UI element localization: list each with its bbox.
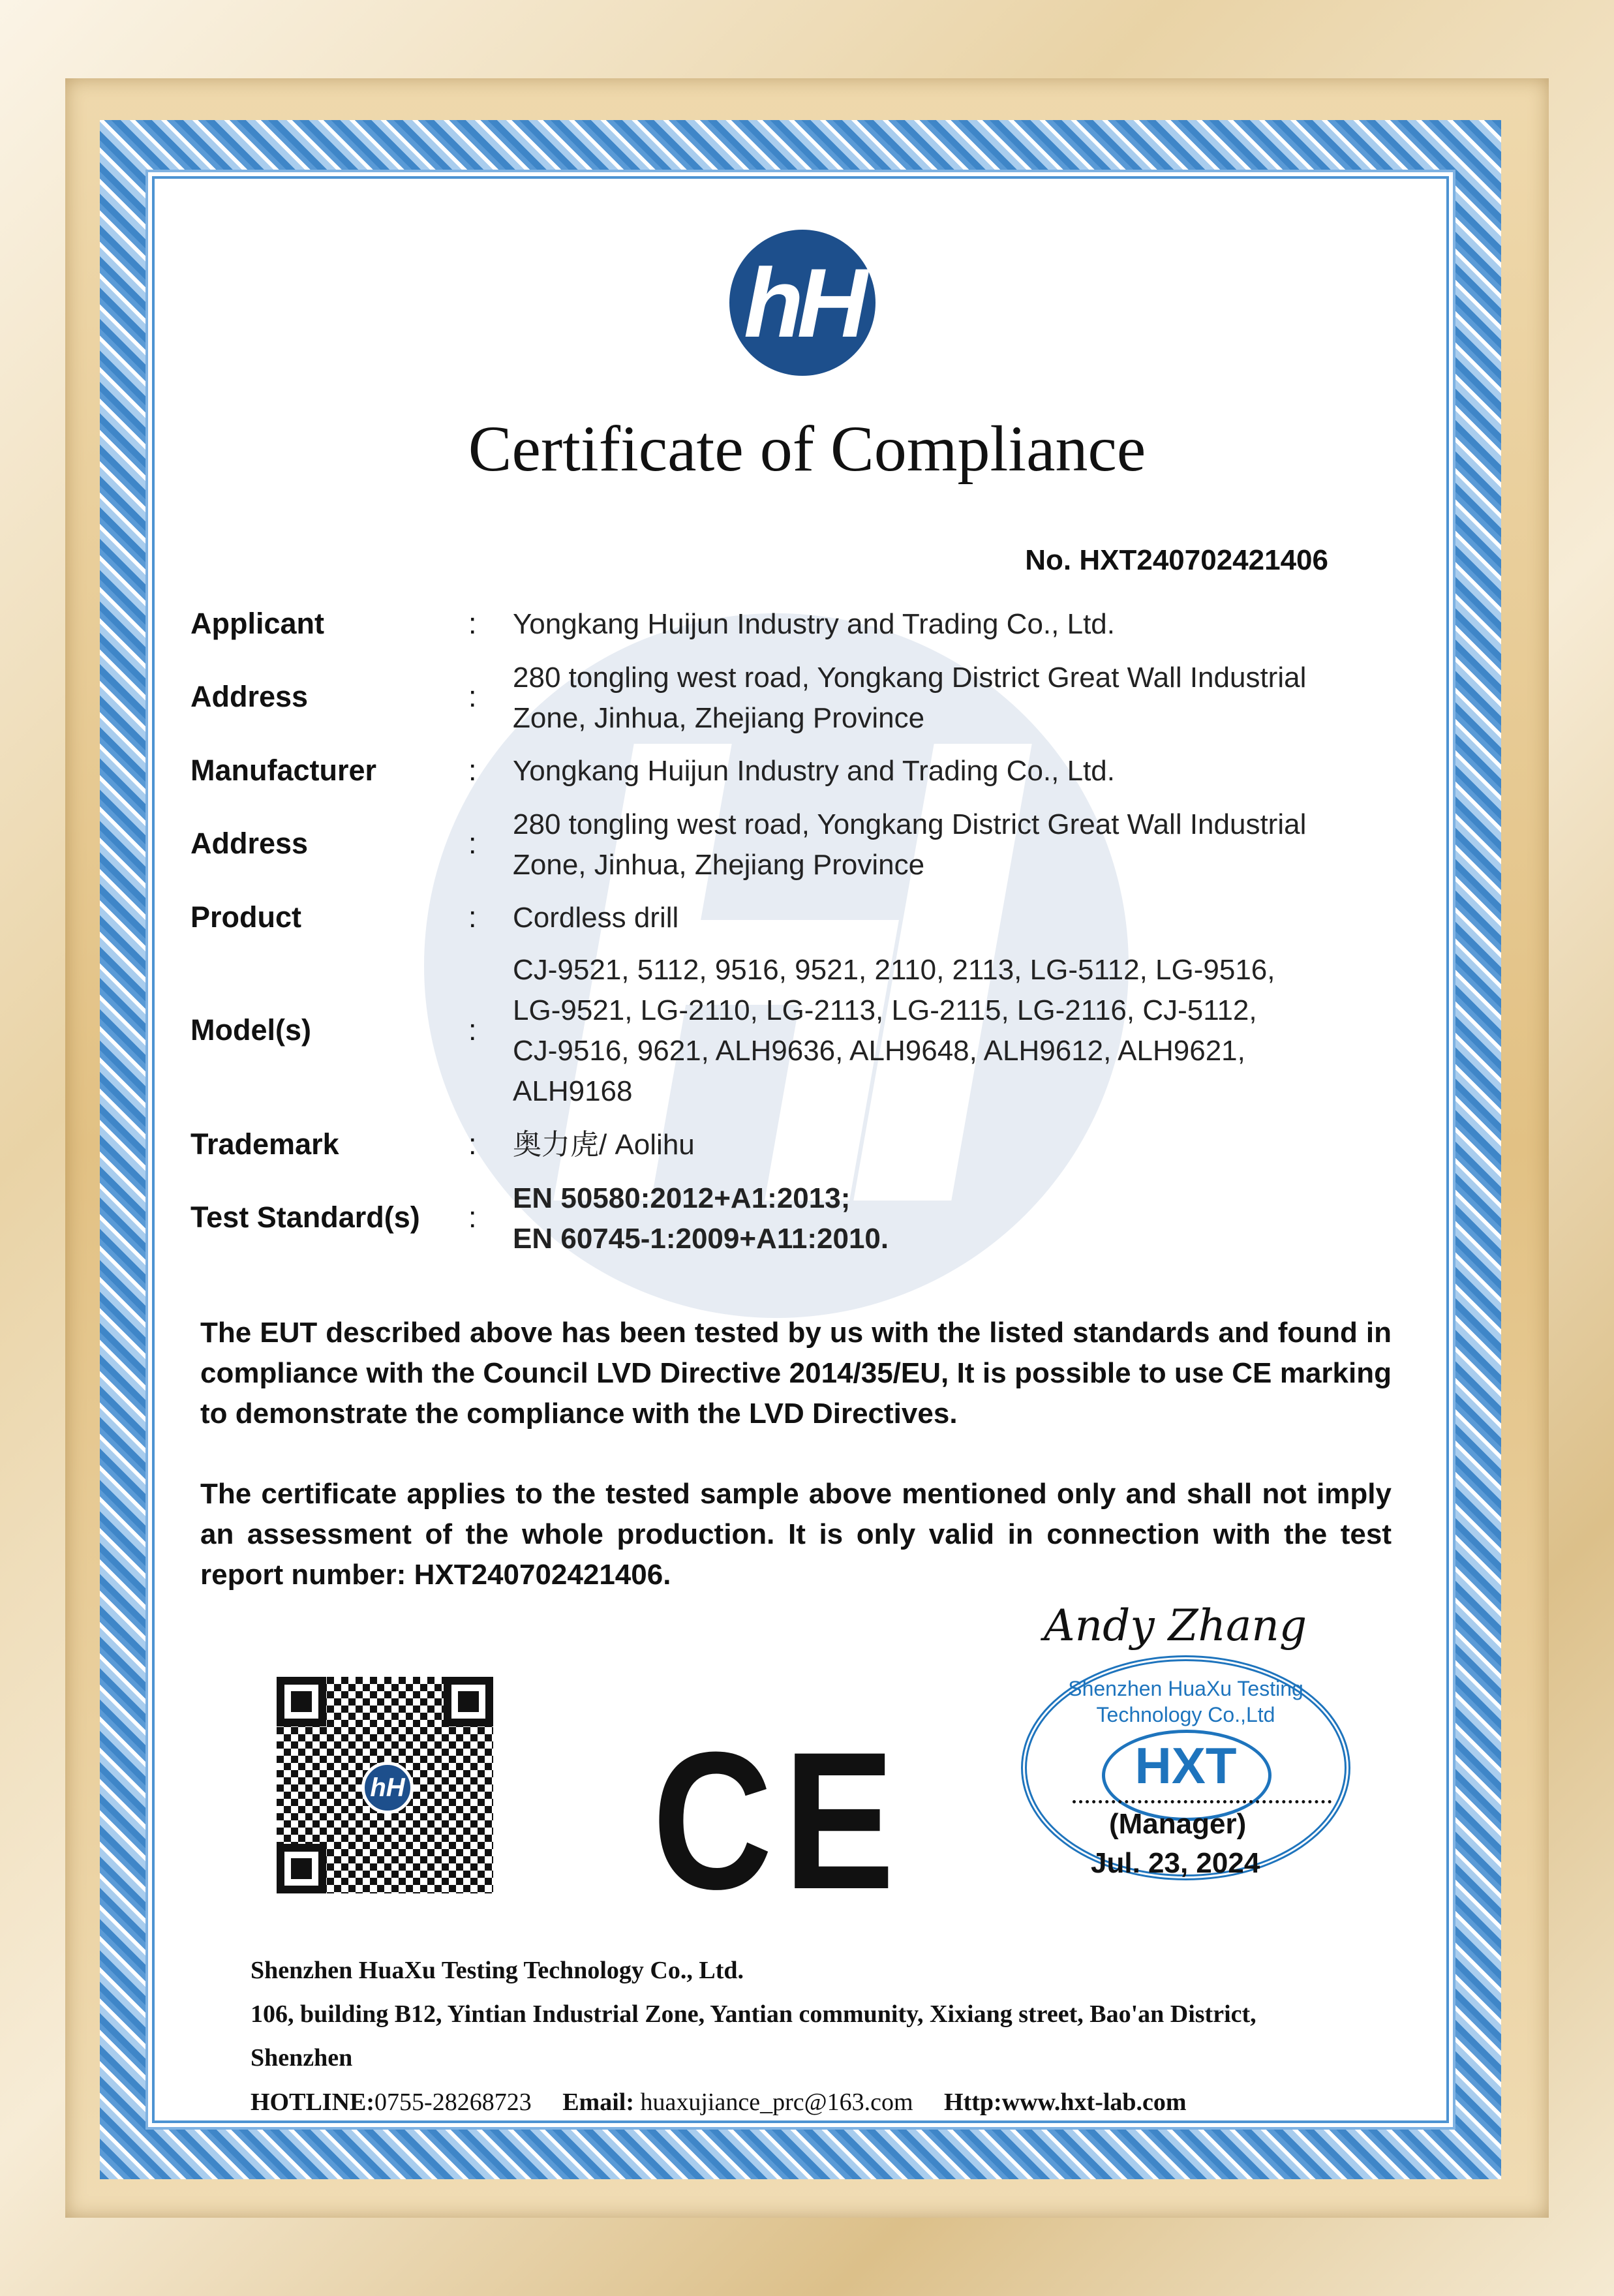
signatory-role: (Manager) [1109, 1808, 1247, 1840]
colon: : [468, 1013, 477, 1047]
colon: : [468, 900, 477, 934]
colon: : [468, 1127, 477, 1161]
compliance-statement: The EUT described above has been tested by us with the listed standards and found in compliance with the Council LVD Directive 2014/35/EU, It is possible to use CE marking to demonstrate the compliance with the LVD Directives. [200, 1317, 1392, 1430]
company-logo: hH [729, 230, 876, 376]
validity-statement: The certificate applies to the tested sample above mentioned only and shall not imply an assessment of the whole production. It is only valid in connection with the test report number: HXT240702421406. [200, 1478, 1392, 1591]
field-label: Product [190, 900, 302, 934]
ce-mark: CE [652, 1711, 906, 1930]
field-label: Address [190, 827, 309, 860]
qr-logo: hH [361, 1762, 414, 1814]
stamp-center-text: HXT [1134, 1737, 1237, 1794]
certificate-title: Certificate of Compliance [468, 412, 1146, 485]
colon: : [468, 607, 477, 640]
stamp-ring-text: Shenzhen HuaXu Testing Technology Co.,Ltd [1068, 1677, 1303, 1726]
field-value: Yongkang Huijun Industry and Trading Co., Ltd. [513, 755, 1115, 787]
field-value: 280 tongling west road, Yongkang District Great Wall Industrial Zone, Jinhua, Zhejiang Province [513, 662, 1307, 734]
field-label: Model(s) [190, 1013, 311, 1047]
field-label: Test Standard(s) [190, 1201, 420, 1234]
signature: Andy Zhang [1044, 1600, 1307, 1651]
field-label: Manufacturer [190, 754, 377, 787]
colon: : [468, 1201, 477, 1234]
field-value: Yongkang Huijun Industry and Trading Co., Ltd. [513, 608, 1115, 640]
field-value: 奥力虎/ Aolihu [513, 1129, 695, 1161]
footer-address-city: Shenzhen [251, 2044, 353, 2072]
email-link[interactable]: huaxujiance_prc@163.com [640, 2089, 913, 2116]
colon: : [468, 680, 477, 713]
field-value: CJ-9521, 5112, 9516, 9521, 2110, 2113, LG-5112, LG-9516, LG-9521, LG-2110, LG-2113, LG-2115, LG-2116, CJ-5112, CJ-9516, 9621, ALH9636, ALH9648, ALH9612, ALH9621, ALH9168 [513, 954, 1275, 1107]
footer-company: Shenzhen HuaXu Testing Technology Co., Ltd. [251, 1957, 744, 1984]
field-value: Cordless drill [513, 902, 679, 934]
qr-code[interactable] [274, 1674, 496, 1896]
field-label: Trademark [190, 1127, 339, 1161]
website-link[interactable]: Http:www.hxt-lab.com [944, 2089, 1187, 2116]
field-label: Applicant [190, 607, 325, 640]
field-label: Address [190, 680, 309, 713]
footer-address: 106, building B12, Yintian Industrial Zone, Yantian community, Xixiang street, Bao'an District, [251, 2000, 1256, 2028]
issue-date: Jul. 23, 2024 [1091, 1847, 1260, 1879]
field-value: EN 50580:2012+A1:2013; EN 60745-1:2009+A11:2010. [513, 1182, 889, 1255]
footer-contacts: HOTLINE:0755-28268723 Email: huaxujiance_prc@163.com Http:www.hxt-lab.com [251, 2089, 1187, 2116]
colon: : [468, 827, 477, 860]
colon: : [468, 754, 477, 787]
field-value: 280 tongling west road, Yongkang District Great Wall Industrial Zone, Jinhua, Zhejiang Province [513, 808, 1307, 881]
certificate-number: No. HXT240702421406 [1025, 544, 1328, 576]
